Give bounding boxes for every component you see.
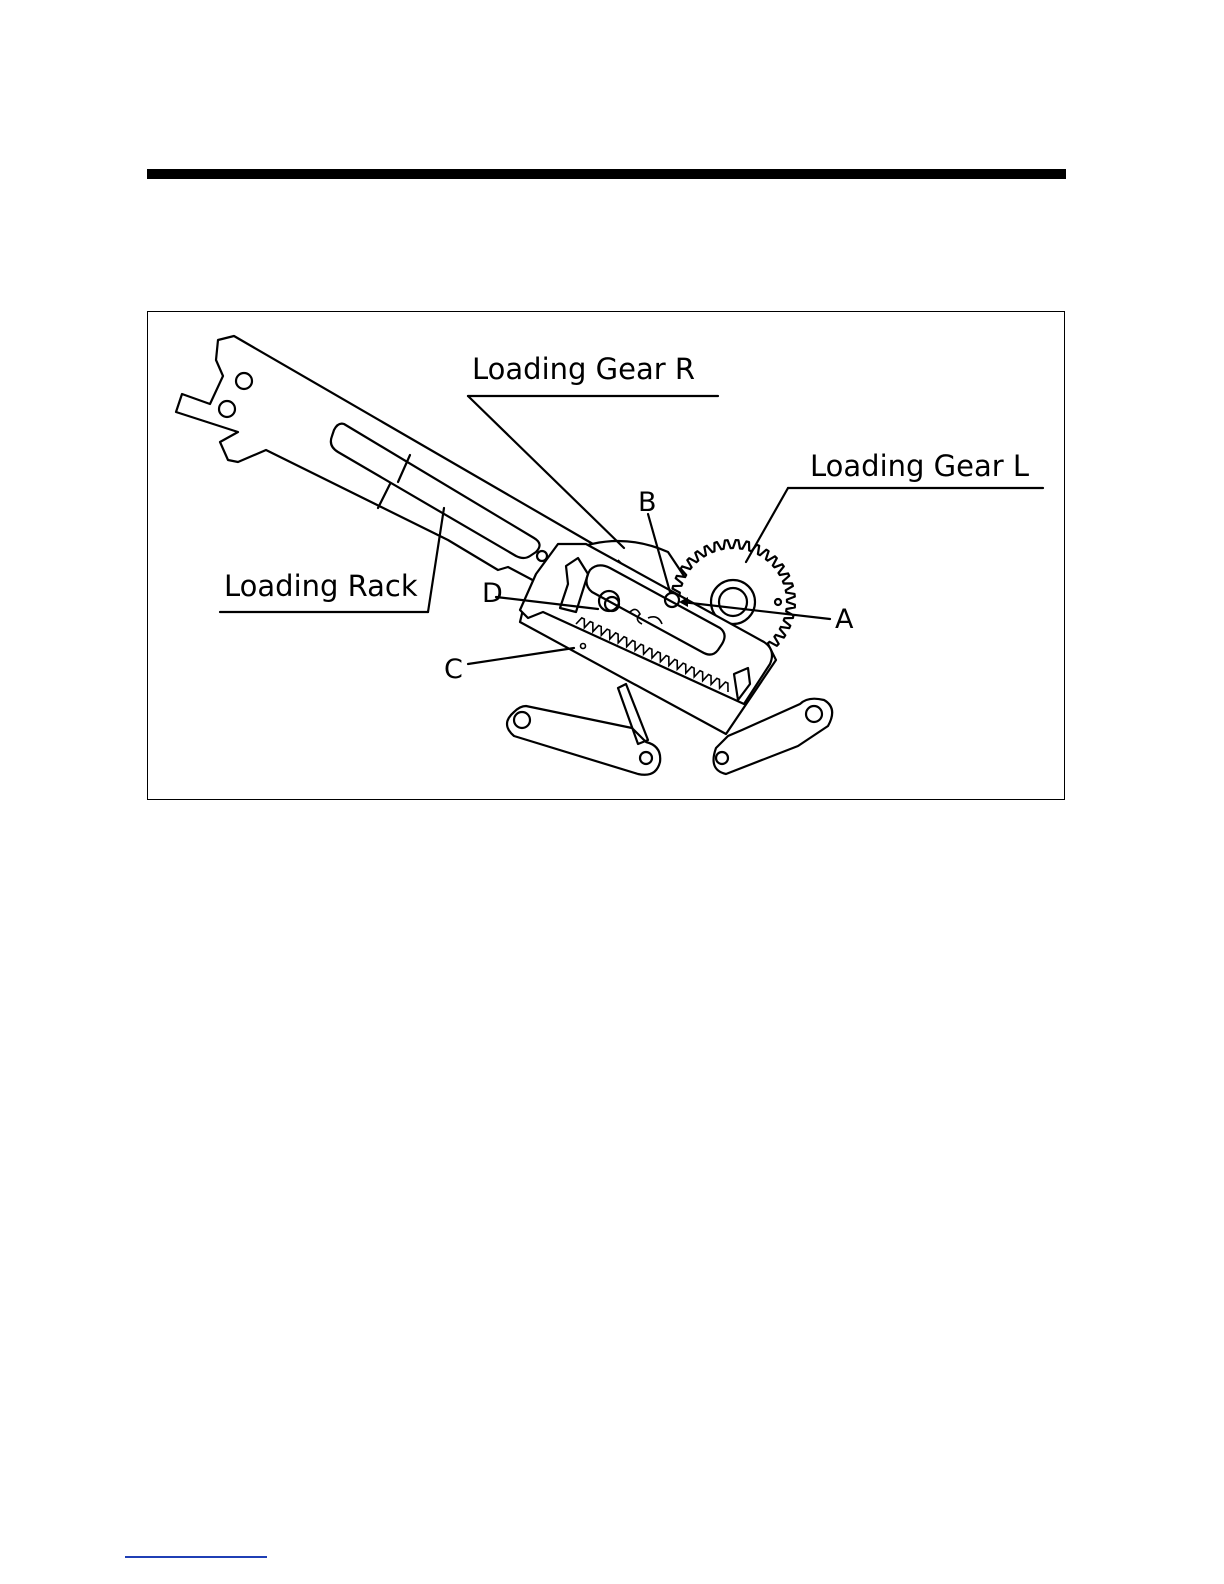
loading-mechanism-diagram bbox=[148, 312, 1066, 801]
label-loading-gear-r: Loading Gear R bbox=[472, 352, 696, 386]
label-point-c: C bbox=[444, 654, 463, 685]
label-point-d: D bbox=[482, 578, 503, 609]
footer-link-line bbox=[125, 1556, 267, 1558]
leader-c bbox=[468, 648, 574, 664]
label-loading-gear-l: Loading Gear L bbox=[810, 449, 1030, 483]
label-point-b: B bbox=[638, 487, 657, 518]
header-rule bbox=[147, 169, 1066, 179]
label-point-a: A bbox=[835, 604, 854, 635]
diagram-frame bbox=[147, 311, 1065, 800]
label-loading-rack: Loading Rack bbox=[224, 569, 418, 603]
